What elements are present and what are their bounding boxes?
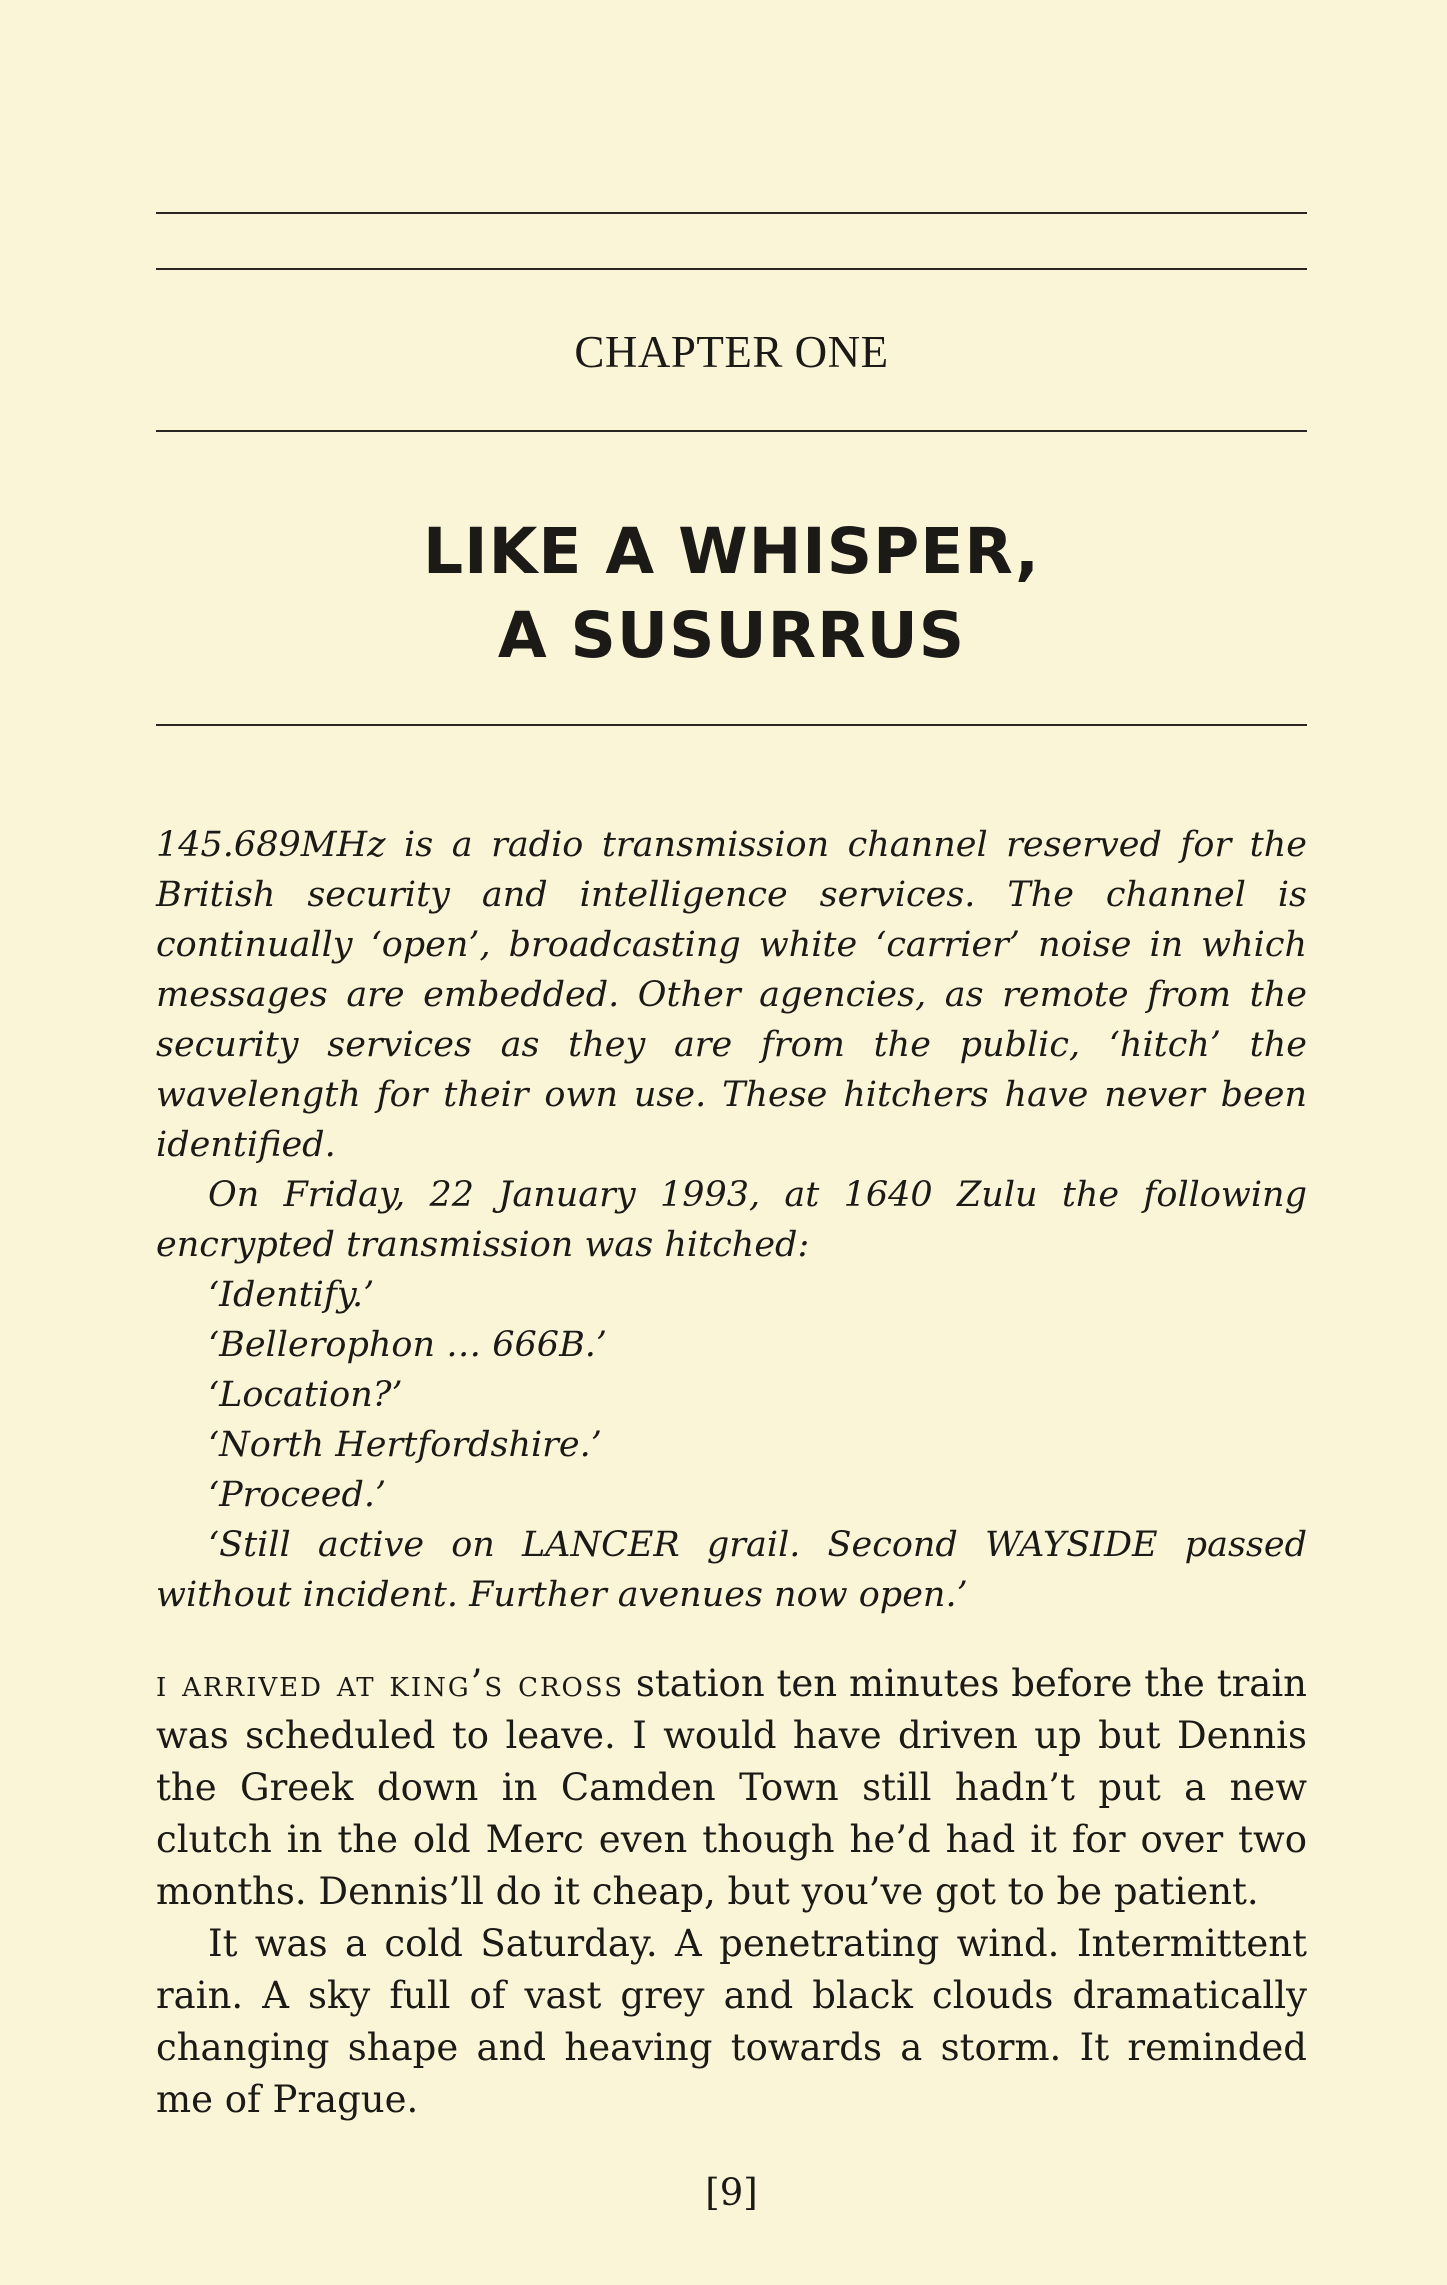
chapter-title-line-1: LIKE A WHISPER, xyxy=(423,515,1040,588)
mid-rule xyxy=(156,430,1307,432)
epigraph-paragraph-3: ‘Still active on LANCER grail. Second WAYSIDE passed without incident. Further avenues now open.’ xyxy=(156,1525,1307,1615)
body-text xyxy=(156,1658,1307,2126)
chapter-title xyxy=(156,510,1307,678)
transmission-line: ‘North Hertfordshire.’ xyxy=(208,1425,602,1465)
transmission-line: ‘Location?’ xyxy=(208,1375,403,1415)
title-bottom-rule xyxy=(156,724,1307,726)
epigraph-paragraph-1: 145.689MHz is a radio transmission channel reserved for the British security and intelligence services. The channel is continually ‘open’, broadcasting white ‘carrier’ noise in which messages are embedded. Other agencies, as remote from the security services as they are from the public, ‘hitch’ the wavelength for their own use. These hitchers have never been identified. xyxy=(156,825,1307,1165)
chapter-title-line-2: A SUSURRUS xyxy=(497,599,966,672)
page-number: [9] xyxy=(705,2171,758,2214)
transmission-line: ‘Bellerophon … 666B.’ xyxy=(208,1325,608,1365)
epigraph xyxy=(156,820,1307,1620)
opening-smallcaps: i arrived at king’s cross xyxy=(156,1662,625,1705)
top-rule-2 xyxy=(156,268,1307,270)
body-paragraph-1-text: station ten minutes before the train was scheduled to leave. I would have driven up but Dennis the Greek down in Camden Town still hadn’t put a new clutch in the old Merc even though he’d had it for over two months. Dennis’ll do it cheap, but you’ve got to be patient. xyxy=(156,1662,1307,1913)
top-rule-1 xyxy=(156,212,1307,214)
body-paragraph-1 xyxy=(156,1658,1307,1918)
chapter-label: CHAPTER ONE xyxy=(574,327,889,377)
transmission-line: ‘Proceed.’ xyxy=(208,1475,387,1515)
transmission-line: ‘Identify.’ xyxy=(208,1275,375,1315)
body-paragraph-2: It was a cold Saturday. A penetrating wind. Intermittent rain. A sky full of vast grey and black clouds dramatically changing shape and heaving towards a storm. It reminded me of Prague. xyxy=(156,1922,1307,2121)
epigraph-paragraph-2: On Friday, 22 January 1993, at 1640 Zulu the following encrypted transmission was hitched: xyxy=(156,1175,1307,1265)
